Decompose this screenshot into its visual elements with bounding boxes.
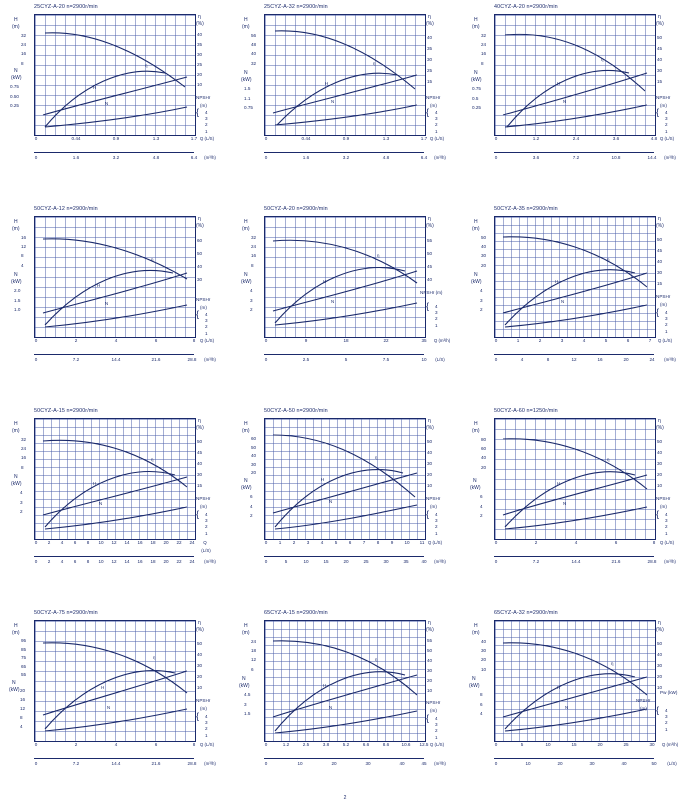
x-axis-ls: 0 1 2 3 4 5 6 7 Q (L/S) — [494, 338, 673, 343]
y-right-npsh-ticks: 4 3 2 1 — [665, 110, 668, 134]
x-axis-m3h: 0 2 4 6 8 10 12 14 16 18 20 22 24 (m³/h) — [34, 559, 216, 564]
curve-lines — [495, 419, 655, 539]
chart-title: 40CYZ-A-20 n=2900r/min — [494, 4, 558, 10]
curve-lines — [265, 15, 425, 135]
x-axis-m3h: 0 10 20 30 40 50 (L/S) — [494, 761, 677, 766]
y-left-N-ticks: 4 3 2 — [480, 288, 483, 312]
x-axis-ls: 0 2 4 6 8 Q (L/S) — [494, 540, 675, 545]
y-left-H-ticks: 16 12 8 4 — [21, 235, 27, 268]
y-right-npsh-ticks: 4 3 2 1 — [665, 512, 668, 536]
x-axis-m3h: 0 10 20 30 40 45 (m³/h) — [264, 761, 446, 766]
x-axis-ls: 0 2 4 6 8 Q (L/S) — [34, 338, 215, 343]
y-left-N-ticks: 4.5 3 1.5 — [244, 692, 251, 716]
x-axis-ls: 0 0.44 0.9 1.3 1.7 Q (L/S) — [264, 136, 445, 141]
chart-cell-0: 25CYZ-A-20 n=2900r/min H η N H (m) 32 24 16 8 N (kW) 0.75 0.50 0.25 η (%) 40 35 30 25 20 10 NPSHr (m) { 4 3 2 1 0 0.44 0.9 1.3 1.7 Q (L/S) 0 1.6 3.2 4.8 6.4 (m³/h) — [0, 0, 230, 201]
x-axis-m3h: 0 7.2 14.4 21.6 28.8 (m³/h) — [34, 761, 216, 766]
y-right-eta-ticks: 55 50 45 40 — [427, 238, 433, 282]
curve-lines — [35, 419, 195, 539]
y-right-npsh-ticks: 4 3 2 1 — [665, 310, 668, 334]
y-right-npsh-ticks: 4 3 2 1 — [435, 512, 438, 536]
y-right-npsh-ticks: 4 3 2 1 — [435, 110, 438, 134]
y-left-N-ticks: 8 6 4 — [480, 692, 483, 716]
y-right-eta-ticks: 50 40 30 20 10 — [657, 641, 663, 690]
y-right-npsh-ticks: 4 3 2 1 — [435, 716, 438, 740]
x-axis-ls: 0 9 18 22 35 Q (m³/h) — [264, 338, 451, 343]
y-right-eta-ticks: 50 40 30 20 10 — [657, 439, 663, 488]
chart-cell-3: 50CYZ-A-12 n=2900r/min H η N H (m) 16 12 8 4 N (kW) 2.0 1.5 1.0 η (%) 60 50 40 30 NPSHr (m) { 4 3 2 1 0 2 4 6 8 Q (L/S) 0 7.2 14.4 21.6 28.8 (m³/h) — [0, 202, 230, 403]
chart-cell-5: 50CYZ-A-35 n=2900r/min H η N H (m) 50 40 30 20 N (kW) 4 3 2 η (%) 50 45 40 30 15 NPSHr (m) { 4 3 2 1 0 1 2 3 4 5 6 7 Q (L/S) 0 4 8 12 16 20 24 (m³/h) — [460, 202, 690, 403]
y-right-npsh-ticks: 4 3 2 1 — [435, 304, 438, 328]
x-axis-m3h: 0 1.6 3.2 4.8 6.4 (m³/h) — [34, 155, 216, 160]
y-left-H-ticks: 50 40 30 20 — [481, 235, 487, 268]
chart-cell-2: 40CYZ-A-20 n=2900r/min H η N H (m) 32 24 16 8 N (kW) 0.75 0.5 0.25 η (%) 50 45 40 30 15 NPSHr (m) { 4 3 2 1 0 1.2 2.4 3.6 4.8 Q (L/S) 0 3.6 7.2 10.8 14.4 (m³/h) — [460, 0, 690, 201]
plot-area: H η N — [494, 216, 656, 338]
y-left-H-ticks: 32 24 16 8 — [481, 33, 487, 66]
y-right-eta-ticks: 50 40 30 20 10 — [197, 641, 203, 690]
y-left-H-ticks: 32 24 16 8 — [21, 33, 27, 66]
chart-title: 50CYZ-A-75 n=2900r/min — [34, 610, 98, 616]
chart-title: 50CYZ-A-15 n=2900r/min — [34, 408, 98, 414]
curve-lines — [495, 15, 655, 135]
chart-title: 50CYZ-A-35 n=2900r/min — [494, 206, 558, 212]
y-left-H-ticks: 95 85 75 65 55 — [21, 638, 27, 678]
plot-area: H η N — [264, 418, 426, 540]
chart-title: 50CYZ-A-50 n=2900r/min — [264, 408, 328, 414]
curve-lines — [265, 621, 425, 741]
chart-title: 65CYZ-A-15 n=2900r/min — [264, 610, 328, 616]
y-right-eta-ticks: 50 40 30 20 10 — [427, 439, 433, 488]
chart-cell-10: 65CYZ-A-15 n=2900r/min H η N H (m) 24 18 12 6 N (kW) 4.5 3 1.5 η (%) 55 50 40 30 20 10 NPSHr (m) { 4 3 2 1 0 1.2 2.5 3.8 5.2 6.6 8.6 10.6 12.5 Q (L/S) 0 10 20 30 40 45 (m³/h) — [230, 606, 460, 807]
curve-lines — [265, 217, 425, 337]
plot-area: H η N — [264, 14, 426, 136]
y-left-H-ticks: 24 18 12 6 — [251, 639, 257, 672]
plot-area: H η N — [264, 216, 426, 338]
chart-title: 65CYZ-A-32 n=2900r/min — [494, 610, 558, 616]
x-axis-m3h: 0 5 10 15 20 25 30 35 40 (m³/h) — [264, 559, 446, 564]
y-right-eta-ticks: 50 45 40 30 15 — [197, 439, 203, 488]
y-right-eta-ticks: 50 45 40 30 15 — [657, 237, 663, 286]
chart-cell-9: 50CYZ-A-75 n=2900r/min H η N H (m) 95 85 75 65 55 N (kW) 20 16 12 8 4 η (%) 50 40 30 20 10 NPSHr (m) { 4 3 2 1 0 2 4 6 8 Q (L/S) 0 7.2 14.4 21.6 28.8 (m³/h) — [0, 606, 230, 807]
chart-cell-8: 50CYZ-A-60 n=1250r/min H η N H (m) 80 60 40 20 N (kW) 6 4 2 η (%) 50 40 30 20 10 NPSHr (m) { 4 3 2 1 0 2 4 6 8 Q (L/S) 0 7.2 14.4 21.6 28.8 (m³/h) — [460, 404, 690, 605]
x-axis-ls: 0 5 10 15 20 25 30 Q (m³/h) — [494, 742, 679, 747]
plot-area: H η N — [34, 14, 196, 136]
y-left-N-ticks: 6 4 2 — [480, 494, 483, 518]
y-right-npsh-ticks: 4 3 2 1 — [205, 512, 208, 536]
y-left-N-ticks: 0.75 0.50 0.25 — [10, 84, 19, 108]
y-right-npsh-ticks: 4 3 2 1 — [205, 312, 208, 336]
plot-area: H η N — [264, 620, 426, 742]
curve-lines — [35, 621, 195, 741]
x-axis-ls: 0 1.2 2.4 3.6 4.8 Q (L/S) — [494, 136, 675, 141]
chart-title: 50CYZ-A-60 n=1250r/min — [494, 408, 558, 414]
y-left-N-ticks: 0.75 0.5 0.25 — [472, 86, 481, 110]
y-left-N-ticks: 4 3 2 — [20, 490, 23, 514]
chart-cell-7: 50CYZ-A-50 n=2900r/min H η N H (m) 60 50 40 30 20 N (kW) 6 4 2 η (%) 50 40 30 20 10 NPSHr (m) { 4 3 2 1 0 1 2 3 4 5 6 7 8 9 10 11 Q (L/S) 0 5 10 15 20 25 30 35 40 (m³/h) — [230, 404, 460, 605]
y-right-eta-ticks: 50 45 40 30 15 — [657, 35, 663, 84]
y-left-H-ticks: 60 50 40 30 20 — [251, 436, 257, 476]
chart-title: 50CYZ-A-12 n=2900r/min — [34, 206, 98, 212]
curve-lines — [495, 621, 655, 741]
y-left-H-ticks: 32 24 16 8 — [21, 437, 27, 470]
y-right-eta-ticks: 40 35 30 25 15 — [427, 35, 433, 84]
x-axis-ls: 0 1.2 2.5 3.8 5.2 6.6 8.6 10.6 12.5 Q (L/S) — [264, 742, 445, 747]
y-left-H-ticks: 40 30 20 10 — [481, 639, 487, 672]
y-right-eta-ticks: 55 50 40 30 20 10 — [427, 638, 433, 693]
y-left-N-ticks: 2.0 1.5 1.0 — [14, 288, 21, 312]
plot-area: H η N — [494, 418, 656, 540]
plot-area: H η N — [494, 620, 656, 742]
y-right-npsh-ticks: 4 3 2 1 — [665, 708, 668, 732]
chart-cell-1: 25CYZ-A-32 n=2900r/min H η N H (m) 56 48 40 32 N (kW) 1.5 1.1 0.75 η (%) 40 35 30 25 15 NPSHr (m) { 4 3 2 1 0 0.44 0.9 1.3 1.7 Q (L/S) 0 1.6 3.2 4.8 6.4 (m³/h) — [230, 0, 460, 201]
chart-cell-11: 65CYZ-A-32 n=2900r/min H η N H (m) 40 30 20 10 N (kW) 8 6 4 η (%) 50 40 30 20 10 NPSHr (m) { 4 3 2 1 Pw (kW) 0 5 10 15 20 25 30 Q (m³/h) 0 10 20 30 40 50 (L/S) — [460, 606, 690, 807]
y-right-npsh-ticks: 4 3 2 1 — [205, 110, 208, 134]
chart-cell-6: 50CYZ-A-15 n=2900r/min H η N H (m) 32 24 16 8 N (kW) 4 3 2 η (%) 50 45 40 30 15 NPSHr (m) { 4 3 2 1 0 2 4 6 8 10 12 14 16 18 20 22 24 Q (L/S) 0 2 4 6 8 10 12 14 16 18 20 22 24 (m³/h) — [0, 404, 230, 605]
curve-lines — [265, 419, 425, 539]
plot-area: H η N — [34, 620, 196, 742]
x-axis-m3h: 0 7.2 14.4 21.6 28.8 (m³/h) — [494, 559, 676, 564]
x-axis-m3h: 0 1.6 3.2 4.8 6.4 (m³/h) — [264, 155, 446, 160]
y-left-N-ticks: 6 4 2 — [250, 494, 253, 518]
y-left-H-ticks: 80 60 40 20 — [481, 437, 487, 470]
y-left-N-ticks: 4 3 2 — [250, 288, 253, 312]
y-left-H-ticks: 32 24 16 8 — [251, 235, 257, 268]
plot-area: H η N — [494, 14, 656, 136]
chart-cell-4: 50CYZ-A-20 n=2900r/min H η N H (m) 32 24 16 8 N (kW) 4 3 2 η (%) 55 50 45 40 NPSHr (m) { 4 3 2 1 0 9 18 22 35 Q (m³/h) 0 2.5 5 7.5 10 (L/S) — [230, 202, 460, 403]
plot-area: H η N — [34, 216, 196, 338]
curve-lines — [35, 15, 195, 135]
x-axis-m3h: 0 7.2 14.4 21.6 28.8 (m³/h) — [34, 357, 216, 362]
curve-lines — [35, 217, 195, 337]
y-left-N-ticks: 1.5 1.1 0.75 — [244, 86, 253, 110]
x-axis-ls: 0 2 4 6 8 Q (L/S) — [34, 742, 215, 747]
y-right-eta-ticks: 40 35 30 25 20 10 — [197, 32, 203, 87]
x-axis-ls: 0 2 4 6 8 10 12 14 16 18 20 22 24 Q (L/S) — [34, 540, 211, 553]
x-axis-m3h: 0 2.5 5 7.5 10 (L/S) — [264, 357, 445, 362]
y-right-eta-ticks: 60 50 40 30 — [197, 238, 203, 282]
x-axis-m3h: 0 3.6 7.2 10.8 14.4 (m³/h) — [494, 155, 676, 160]
chart-title: 25CYZ-A-20 n=2900r/min — [34, 4, 98, 10]
y-left-H-ticks: 56 48 40 32 — [251, 33, 257, 66]
y-right-npsh-ticks: 4 3 2 1 — [205, 714, 208, 738]
x-axis-m3h: 0 4 8 12 16 20 24 (m³/h) — [494, 357, 676, 362]
curve-lines — [495, 217, 655, 337]
chart-title: 25CYZ-A-32 n=2900r/min — [264, 4, 328, 10]
chart-title: 50CYZ-A-20 n=2900r/min — [264, 206, 328, 212]
y-left-N-ticks: 20 16 12 8 4 — [20, 688, 26, 729]
page-number: 2 — [343, 795, 347, 801]
x-axis-ls: 0 1 2 3 4 5 6 7 8 9 10 11 Q (L/S) — [264, 540, 443, 545]
plot-area: H η N — [34, 418, 196, 540]
x-axis-ls: 0 0.44 0.9 1.3 1.7 Q (L/S) — [34, 136, 215, 141]
